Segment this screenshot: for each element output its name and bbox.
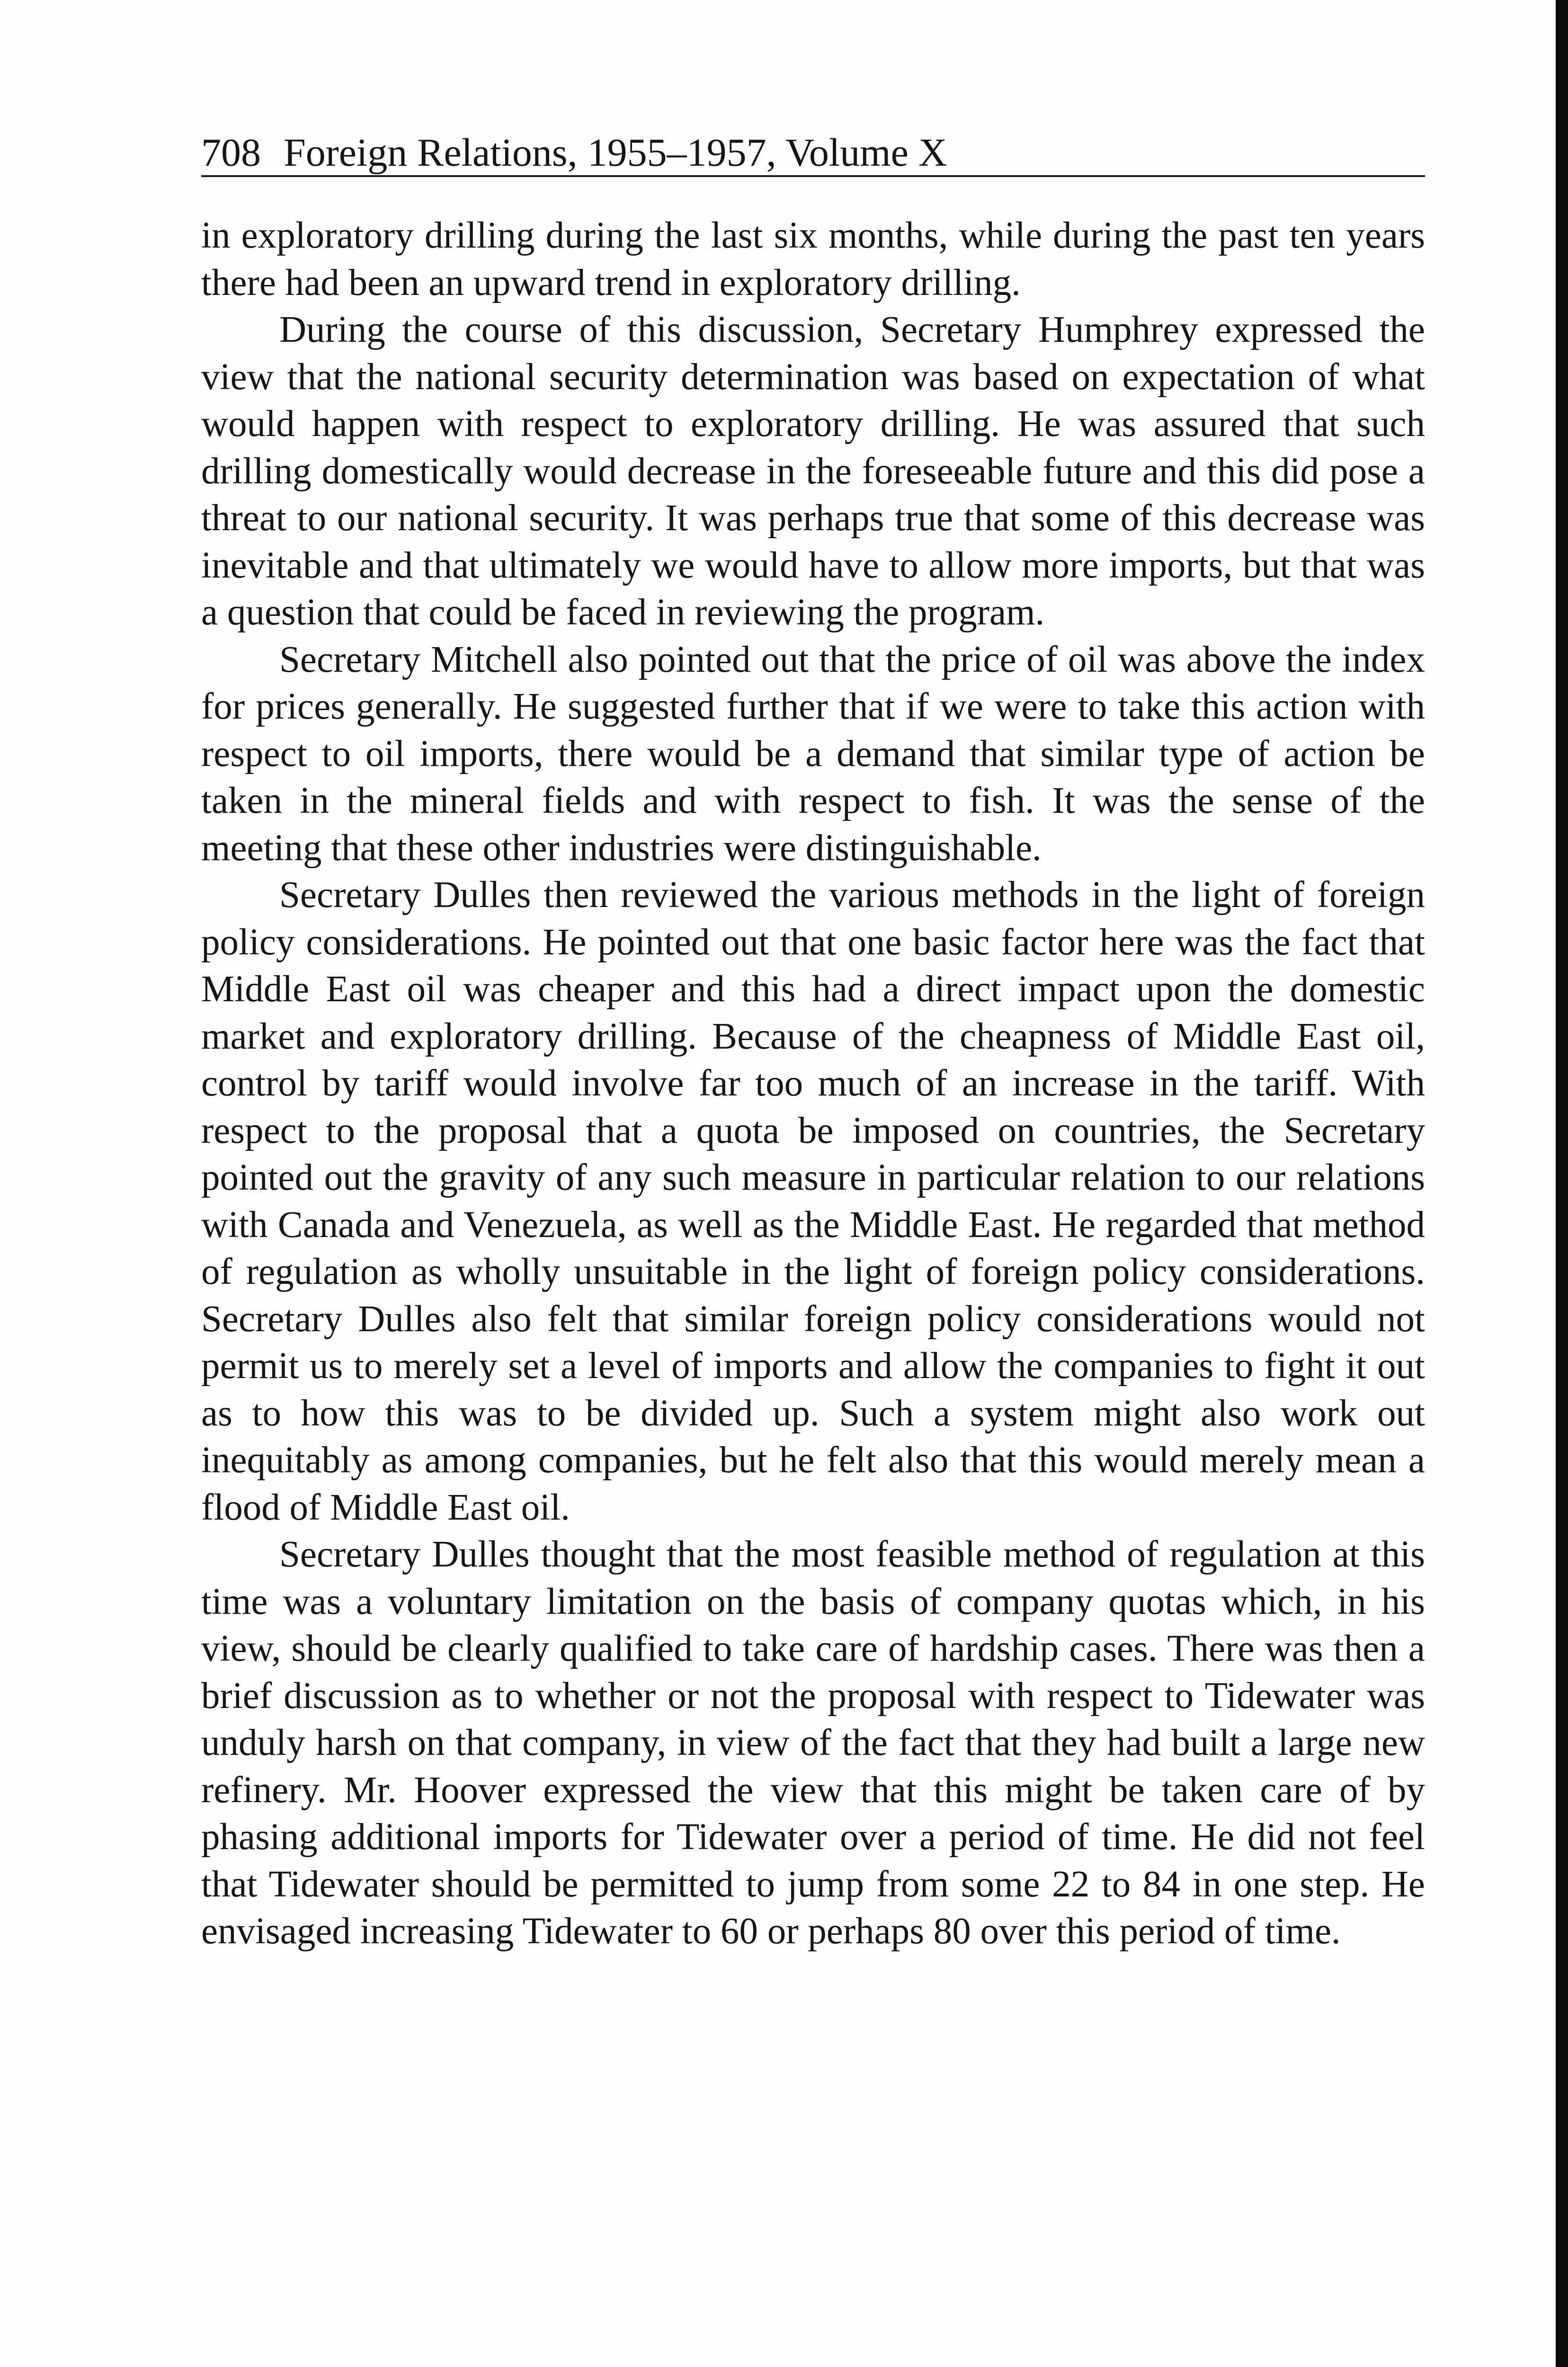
paragraph-humphrey: During the course of this discussion, Secretary Humphrey expressed the view that the national security determination was based on expectation of what would happen with respect to exploratory drilling. He was assured that such drilling domestically would decrease in the foreseeable future and this did pose a threat to our national security. It was perhaps true that some of this decrease was inevitable and that ultimately we would have to allow more imports, but that was a question that could be faced in reviewing the program.	[201, 309, 1425, 633]
paragraph-continued: in exploratory drilling during the last six months, while during the past ten years there had been an upward trend in exploratory drilling.	[201, 215, 1425, 303]
paragraph-dulles-methods: Secretary Dulles then reviewed the various methods in the light of foreign policy considerations. He pointed out that one basic factor here was the fact that Middle East oil was cheaper and this had a direct impact upon the domestic market and exploratory drilling. Because of the cheapness of Middle East oil, control by tariff would involve far too much of an increase in the tariff. With respect to the proposal that a quota be imposed on countries, the Secretary pointed out the gravity of any such measure in particular relation to our relations with Canada and Venezuela, as well as the Middle East. He regarded that method of regulation as wholly unsuitable in the light of foreign policy considerations. Secretary Dulles also felt that similar foreign policy considerations would not permit us to merely set a level of imports and allow the companies to fight it out as to how this was to be divided up. Such a system might also work out inequitably as among companies, but he felt also that this would merely mean a flood of Middle East oil.	[201, 874, 1425, 1528]
document-body	[201, 212, 1425, 1955]
running-header	[201, 130, 1425, 177]
running-title: Foreign Relations, 1955–1957, Volume X	[284, 131, 947, 175]
paragraph-dulles-quotas: Secretary Dulles thought that the most feasible method of regulation at this time was a voluntary limitation on the basis of company quotas which, in his view, should be clearly qualified to take care of hardship cases. There was then a brief discussion as to whether or not the proposal with respect to Tidewater was unduly harsh on that company, in view of the fact that they had built a large new refinery. Mr. Hoover expressed the view that this might be taken care of by phasing additional imports for Tidewater over a period of time. He did not feel that Tidewater should be permitted to jump from some 22 to 84 in one step. He envisaged increasing Tidewater to 60 or perhaps 80 over this period of time.	[201, 1534, 1425, 1952]
scan-page-edge	[1556, 0, 1568, 2367]
page-number: 708	[201, 131, 261, 175]
paragraph-mitchell: Secretary Mitchell also pointed out that the price of oil was above the index for prices generally. He suggested further that if we were to take this action with respect to oil imports, there would be a demand that similar type of action be taken in the mineral fields and with respect to fish. It was the sense of the meeting that these other industries were distinguishable.	[201, 639, 1425, 869]
